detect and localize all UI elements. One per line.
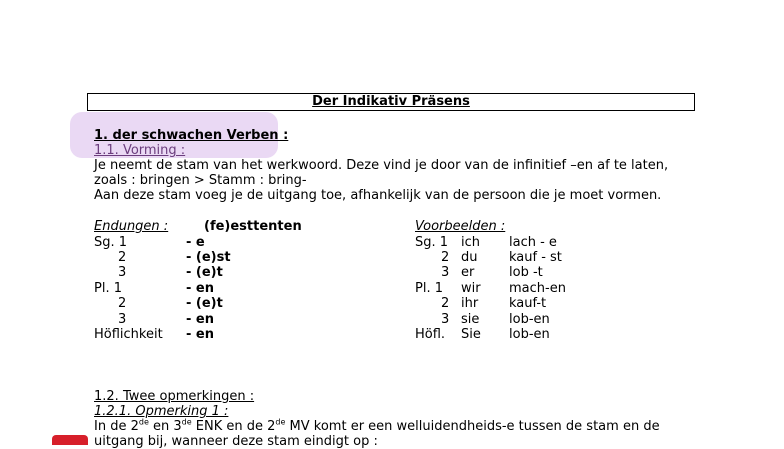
table-cell: wir: [461, 281, 481, 296]
table-cell: 3: [441, 265, 450, 280]
table-cell: sie: [461, 312, 480, 327]
superscript: de: [275, 417, 286, 427]
table-cell: lach - e: [509, 235, 557, 250]
table-cell: Sg. 1: [94, 235, 128, 250]
table-cell: kauf-t: [509, 296, 547, 311]
subsection-heading: 1.2.1. Opmerking 1 :: [94, 404, 229, 419]
table-cell: 3: [118, 312, 127, 327]
table-cell: 2: [441, 296, 450, 311]
table-cell: - (e)st: [186, 250, 231, 265]
table-cell: 2: [441, 250, 450, 265]
text-run: MV komt er een welluidendheids-e tussen de stam en de: [285, 419, 660, 434]
superscript: de: [138, 417, 149, 427]
table-cell: Sie: [461, 327, 481, 342]
table-cell: - en: [186, 327, 214, 342]
paragraph-line: [94, 419, 660, 434]
paragraph-line: uitgang bij, wanneer deze stam eindigt op :: [94, 434, 378, 449]
paragraph-line: Je neemt de stam van het werkwoord. Deze vind je door van de infinitief –en af te laten,: [94, 158, 669, 173]
text-run: ENK en de 2: [191, 419, 276, 434]
table-cell: - e: [186, 235, 205, 250]
table-cell: du: [461, 250, 478, 265]
table-cell: - (e)t: [186, 296, 223, 311]
table-cell: ihr: [461, 296, 479, 311]
table-cell: Höfl.: [415, 327, 446, 342]
paragraph-line: zoals : bringen > Stamm : bring-: [94, 173, 307, 188]
subsection-heading: 1.1. Vorming :: [94, 143, 186, 158]
table-cell: 3: [118, 265, 127, 280]
table-cell: ich: [461, 235, 480, 250]
endungen-header: (fe)esttenten: [204, 219, 302, 234]
table-cell: lob -t: [509, 265, 543, 280]
table-cell: Pl. 1: [415, 281, 443, 296]
table-cell: 2: [118, 296, 127, 311]
document-title: Der Indikativ Präsens: [87, 93, 695, 111]
section-heading: 1. der schwachen Verben :: [94, 128, 289, 143]
table-cell: 3: [441, 312, 450, 327]
endungen-label: Endungen :: [94, 219, 169, 234]
table-cell: 2: [118, 250, 127, 265]
superscript: de: [181, 417, 192, 427]
red-tab-marker: [52, 435, 88, 445]
table-cell: lob-en: [509, 327, 550, 342]
voorbeelden-label: Voorbeelden :: [415, 219, 506, 234]
table-cell: er: [461, 265, 475, 280]
table-cell: - en: [186, 281, 214, 296]
table-cell: kauf - st: [509, 250, 562, 265]
table-cell: - (e)t: [186, 265, 223, 280]
table-cell: mach-en: [509, 281, 566, 296]
text-run: en 3: [148, 419, 182, 434]
table-cell: Höflichkeit: [94, 327, 163, 342]
table-cell: Pl. 1: [94, 281, 122, 296]
table-cell: lob-en: [509, 312, 550, 327]
table-cell: Sg. 1: [415, 235, 449, 250]
table-cell: - en: [186, 312, 214, 327]
section-heading: 1.2. Twee opmerkingen :: [94, 389, 255, 404]
paragraph-line: Aan deze stam voeg je de uitgang toe, afhankelijk van de persoon die je moet vormen.: [94, 188, 662, 203]
text-run: In de 2: [94, 419, 139, 434]
